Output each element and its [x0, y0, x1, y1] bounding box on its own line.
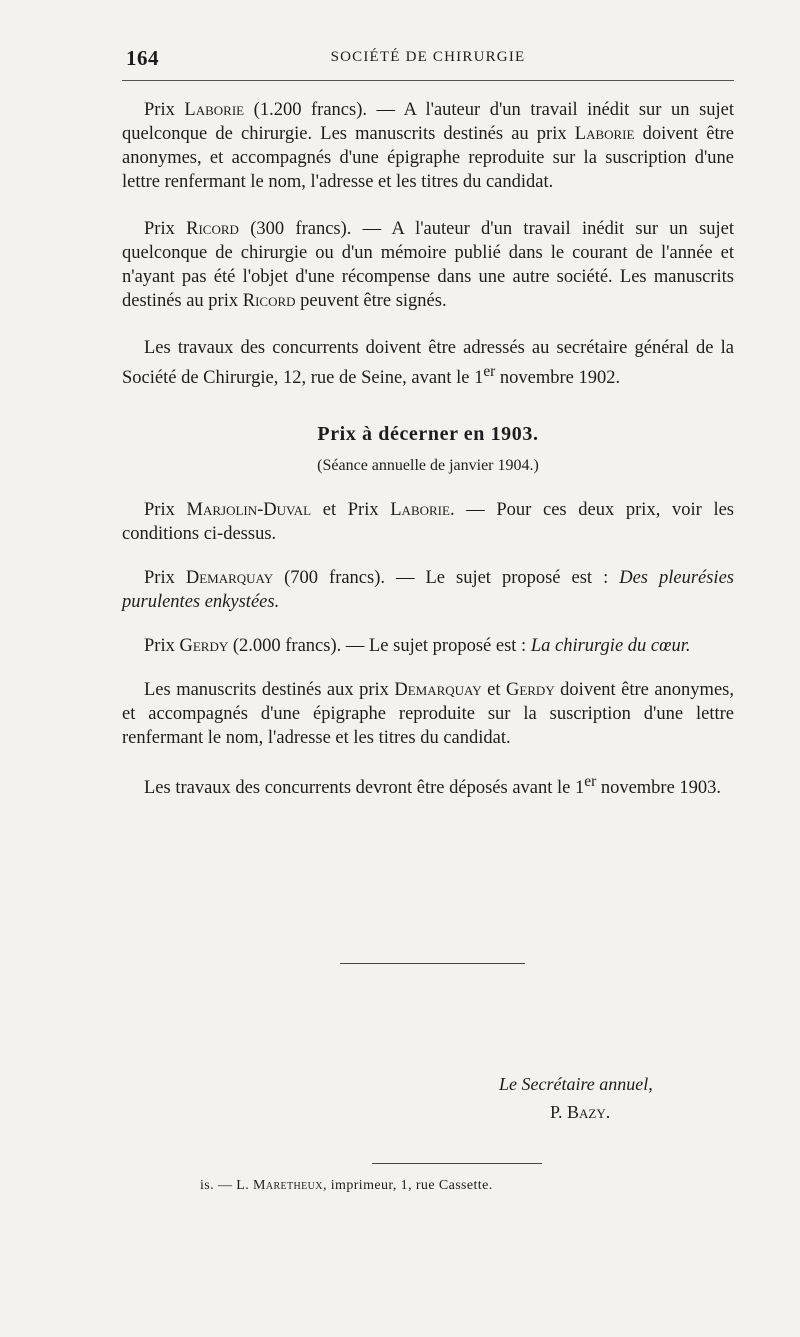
prize-subject: Des pleurésies purulentes enkystées. — [122, 568, 734, 613]
paragraph-prix-gerdy — [122, 634, 734, 658]
prize-name: Laborie — [574, 124, 635, 144]
signature-title: Le Secrétaire annuel, — [499, 1074, 653, 1094]
text-run: Prix — [144, 219, 187, 239]
prize-name: Demarquay — [185, 568, 274, 589]
text-run: et Prix — [311, 500, 391, 521]
text-run: Prix — [144, 100, 185, 120]
header-rule — [122, 80, 734, 81]
text-run: is. — L. — [200, 1178, 253, 1193]
paragraph-envoi-1902 — [122, 336, 734, 390]
text-run: novembre 1903. — [596, 778, 722, 799]
running-head: SOCIÉTÉ DE CHIRURGIE — [330, 49, 526, 65]
text-run: (700 francs). — Le sujet proposé est : — [273, 568, 620, 589]
paragraph-envoi-1903 — [122, 770, 734, 800]
superscript: er — [483, 363, 496, 380]
text-run: Les travaux des concurrents doivent être adressés au secrétaire général de la Société de Chirurgie, 12, rue de Seine, avant le 1 — [122, 338, 734, 389]
printer-name: Maretheux — [253, 1178, 323, 1193]
prize-name: Gerdy — [179, 636, 229, 657]
text-run: Prix — [144, 568, 186, 589]
prize-name: Marjolin-Duval — [186, 500, 312, 521]
closing-rule — [340, 963, 525, 964]
prize-subject: La chirurgie du cœur. — [530, 636, 691, 657]
text-run: Les manuscrits destinés aux prix — [144, 680, 395, 701]
superscript: er — [584, 773, 597, 791]
text-run: Prix — [144, 500, 187, 521]
text-run: (300 francs). — A l'auteur d'un travail inédit sur un sujet quelconque de chirurgie ou d'un mémoire publié dans le courant de l'année et n'ayant pas été l'objet d'une récompense dans une autre société. Les manuscrits destinés au prix — [122, 219, 735, 311]
signature-block — [470, 1070, 700, 1126]
paragraph-manuscrits — [122, 678, 734, 750]
paragraph-prix-demarquay — [122, 566, 734, 614]
prize-name: Gerdy — [505, 680, 555, 701]
prize-name: Demarquay — [394, 680, 482, 701]
text-run: doivent être anonymes, et accompagnés d'une épigraphe reproduite sur la suscription d'une lettre renfermant le nom, l'adresse et les titres du candidat. — [122, 124, 734, 192]
printer-rule — [372, 1163, 542, 1164]
page-body — [122, 98, 734, 800]
text-run: novembre 1902. — [495, 368, 621, 389]
section-subtitle: (Séance annuelle de janvier 1904.) — [317, 457, 539, 475]
text-run: doivent être anonymes, et accompagnés d'une épigraphe reproduite sur la suscription d'une lettre renfermant le nom, l'adresse et les titres du candidat. — [122, 680, 734, 749]
signature-name: P. Bazy. — [550, 1102, 611, 1122]
text-run: — Pour ces deux prix, voir les conditions ci-dessus. — [122, 500, 734, 545]
prize-name: Ricord — [186, 219, 239, 239]
text-run: (1.200 francs). — A l'auteur d'un travail inédit sur un sujet quelconque de chirurgie. Les manuscrits destinés au prix — [122, 100, 735, 144]
paragraph-prix-marjolin-duval — [122, 498, 734, 546]
paragraph-prix-ricord — [122, 217, 734, 313]
prize-name: Laborie. — [390, 500, 455, 521]
text-run: (2.000 francs). — Le sujet proposé est : — [228, 636, 531, 657]
text-run: peuvent être signés. — [295, 291, 447, 311]
text-run: Les travaux des concurrents devront être déposés avant le 1 — [144, 778, 585, 799]
page-number: 164 — [126, 46, 159, 70]
paragraph-prix-laborie — [122, 98, 734, 194]
prize-name: Laborie — [184, 100, 245, 120]
page-header — [122, 42, 734, 82]
printer-imprint — [200, 1178, 700, 1194]
text-run: et — [481, 680, 506, 701]
section-title: Prix à décerner en 1903. — [317, 423, 539, 446]
prize-name: Ricord — [242, 291, 296, 311]
text-run: Prix — [144, 636, 180, 657]
text-run: , imprimeur, 1, rue Cassette. — [322, 1178, 493, 1193]
